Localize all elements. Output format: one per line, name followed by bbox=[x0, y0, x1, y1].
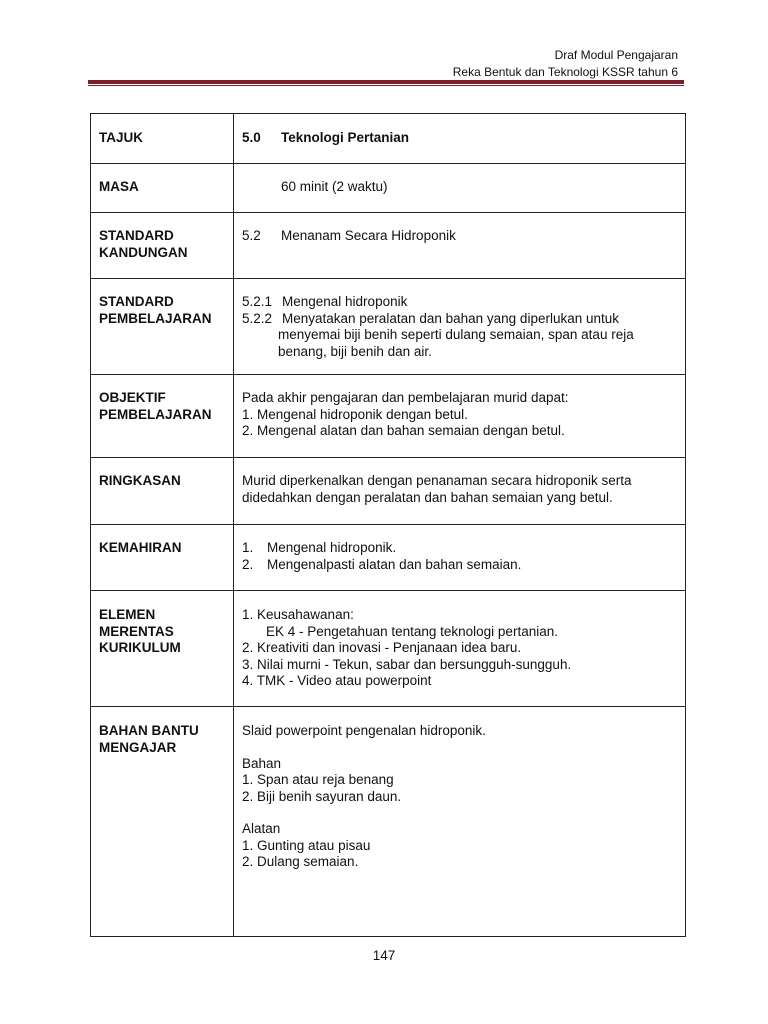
alatan-title: Alatan bbox=[242, 821, 281, 836]
label-line: STANDARD bbox=[99, 228, 174, 243]
list-item: 3. Nilai murni - Tekun, sabar dan bersungguh-sungguh. bbox=[242, 656, 572, 672]
label-line: PEMBELAJARAN bbox=[99, 310, 212, 326]
label-line: OBJEKTIF bbox=[99, 390, 166, 405]
label-line: KANDUNGAN bbox=[99, 244, 188, 260]
header-rule-thin bbox=[88, 85, 684, 86]
list-item: 2. Dulang semaian. bbox=[242, 854, 359, 869]
label-line: PEMBELAJARAN bbox=[99, 406, 212, 422]
value-standard-pembelajaran bbox=[234, 279, 686, 375]
item-number: 5.2.1 bbox=[242, 294, 273, 309]
label-ringkasan: RINGKASAN bbox=[91, 458, 234, 525]
list-item-continuation: benang, biji benih dan air. bbox=[278, 343, 432, 359]
list-item bbox=[242, 294, 677, 311]
list-item-continuation: menyemai biji benih seperti dulang semaian, span atau reja bbox=[278, 327, 634, 342]
value-objektif bbox=[234, 375, 686, 458]
label-line: BAHAN BANTU bbox=[99, 723, 199, 738]
list-item: 1. Keusahawanan: bbox=[242, 607, 354, 622]
table-row-elemen bbox=[91, 591, 686, 707]
header-rule-thick bbox=[88, 80, 684, 84]
bahan-title: Bahan bbox=[242, 755, 282, 771]
list-item: 4. TMK - Video atau powerpoint bbox=[242, 673, 432, 688]
label-line: STANDARD bbox=[99, 294, 174, 309]
value-elemen bbox=[234, 591, 686, 707]
list-item: 1. Span atau reja benang bbox=[242, 772, 394, 787]
lesson-plan-table bbox=[90, 113, 686, 937]
label-objektif bbox=[91, 375, 234, 458]
item-text: Menyatakan peralatan dan bahan yang diperlukan untuk bbox=[282, 310, 619, 326]
page-number: 147 bbox=[372, 948, 396, 963]
list-item-sub: EK 4 - Pengetahuan tentang teknologi pertanian. bbox=[266, 623, 558, 639]
tajuk-number: 5.0 bbox=[242, 130, 261, 145]
value-ringkasan bbox=[234, 458, 686, 525]
item-text: Mengenal hidroponik. bbox=[267, 540, 397, 555]
label-standard-pembelajaran bbox=[91, 279, 234, 375]
value-tajuk bbox=[234, 114, 686, 164]
value-kemahiran bbox=[234, 525, 686, 591]
label-line: MENGAJAR bbox=[99, 739, 177, 755]
label-line: KURIKULUM bbox=[99, 640, 181, 655]
ringkasan-line: Murid diperkenalkan dengan penanaman secara hidroponik serta bbox=[242, 473, 632, 488]
objektif-intro: Pada akhir pengajaran dan pembelajaran murid dapat: bbox=[242, 390, 569, 405]
table-row-tajuk bbox=[91, 114, 686, 164]
list-item bbox=[242, 540, 677, 557]
list-item bbox=[242, 311, 677, 328]
item-text: Mengenalpasti alatan dan bahan semaian. bbox=[267, 556, 522, 572]
table-row-kemahiran bbox=[91, 525, 686, 591]
sk-number: 5.2 bbox=[242, 228, 261, 243]
label-line: ELEMEN MERENTAS bbox=[99, 607, 174, 639]
list-item: 2. Mengenal alatan dan bahan semaian dengan betul. bbox=[242, 423, 565, 438]
label-elemen bbox=[91, 591, 234, 707]
label-bahan-bantu bbox=[91, 707, 234, 937]
list-item bbox=[242, 557, 677, 574]
label-standard-kandungan bbox=[91, 213, 234, 279]
masa-text: 60 minit (2 waktu) bbox=[281, 179, 388, 194]
label-masa: MASA bbox=[91, 164, 234, 213]
value-masa bbox=[234, 164, 686, 213]
label-tajuk: TAJUK bbox=[91, 114, 234, 164]
value-standard-kandungan bbox=[234, 213, 686, 279]
item-number: 1. bbox=[242, 540, 254, 555]
list-item: 1. Mengenal hidroponik dengan betul. bbox=[242, 406, 468, 422]
list-item: 1. Gunting atau pisau bbox=[242, 837, 371, 853]
sk-text: Menanam Secara Hidroponik bbox=[281, 228, 456, 243]
table-row-bahan-bantu bbox=[91, 707, 686, 937]
list-item: 2. Kreativiti dan inovasi - Penjanaan idea baru. bbox=[242, 640, 522, 655]
table-row-objektif bbox=[91, 375, 686, 458]
item-number: 2. bbox=[242, 556, 254, 572]
item-text: Mengenal hidroponik bbox=[282, 294, 408, 309]
table-row-ringkasan bbox=[91, 458, 686, 525]
list-item: 2. Biji benih sayuran daun. bbox=[242, 788, 402, 804]
ringkasan-line: didedahkan dengan peralatan dan bahan semaian yang betul. bbox=[242, 489, 613, 505]
value-bahan-bantu bbox=[234, 707, 686, 937]
header-line-1: Draf Modul Pengajaran bbox=[554, 48, 678, 62]
item-number: 5.2.2 bbox=[242, 310, 273, 326]
tajuk-title: Teknologi Pertanian bbox=[281, 130, 410, 145]
header-line-2: Reka Bentuk dan Teknologi KSSR tahun 6 bbox=[452, 65, 678, 79]
table-row-standard-kandungan bbox=[91, 213, 686, 279]
table-row-standard-pembelajaran bbox=[91, 279, 686, 375]
document-header bbox=[453, 47, 678, 81]
slaid-text: Slaid powerpoint pengenalan hidroponik. bbox=[242, 723, 486, 738]
label-kemahiran: KEMAHIRAN bbox=[91, 525, 234, 591]
table-row-masa bbox=[91, 164, 686, 213]
